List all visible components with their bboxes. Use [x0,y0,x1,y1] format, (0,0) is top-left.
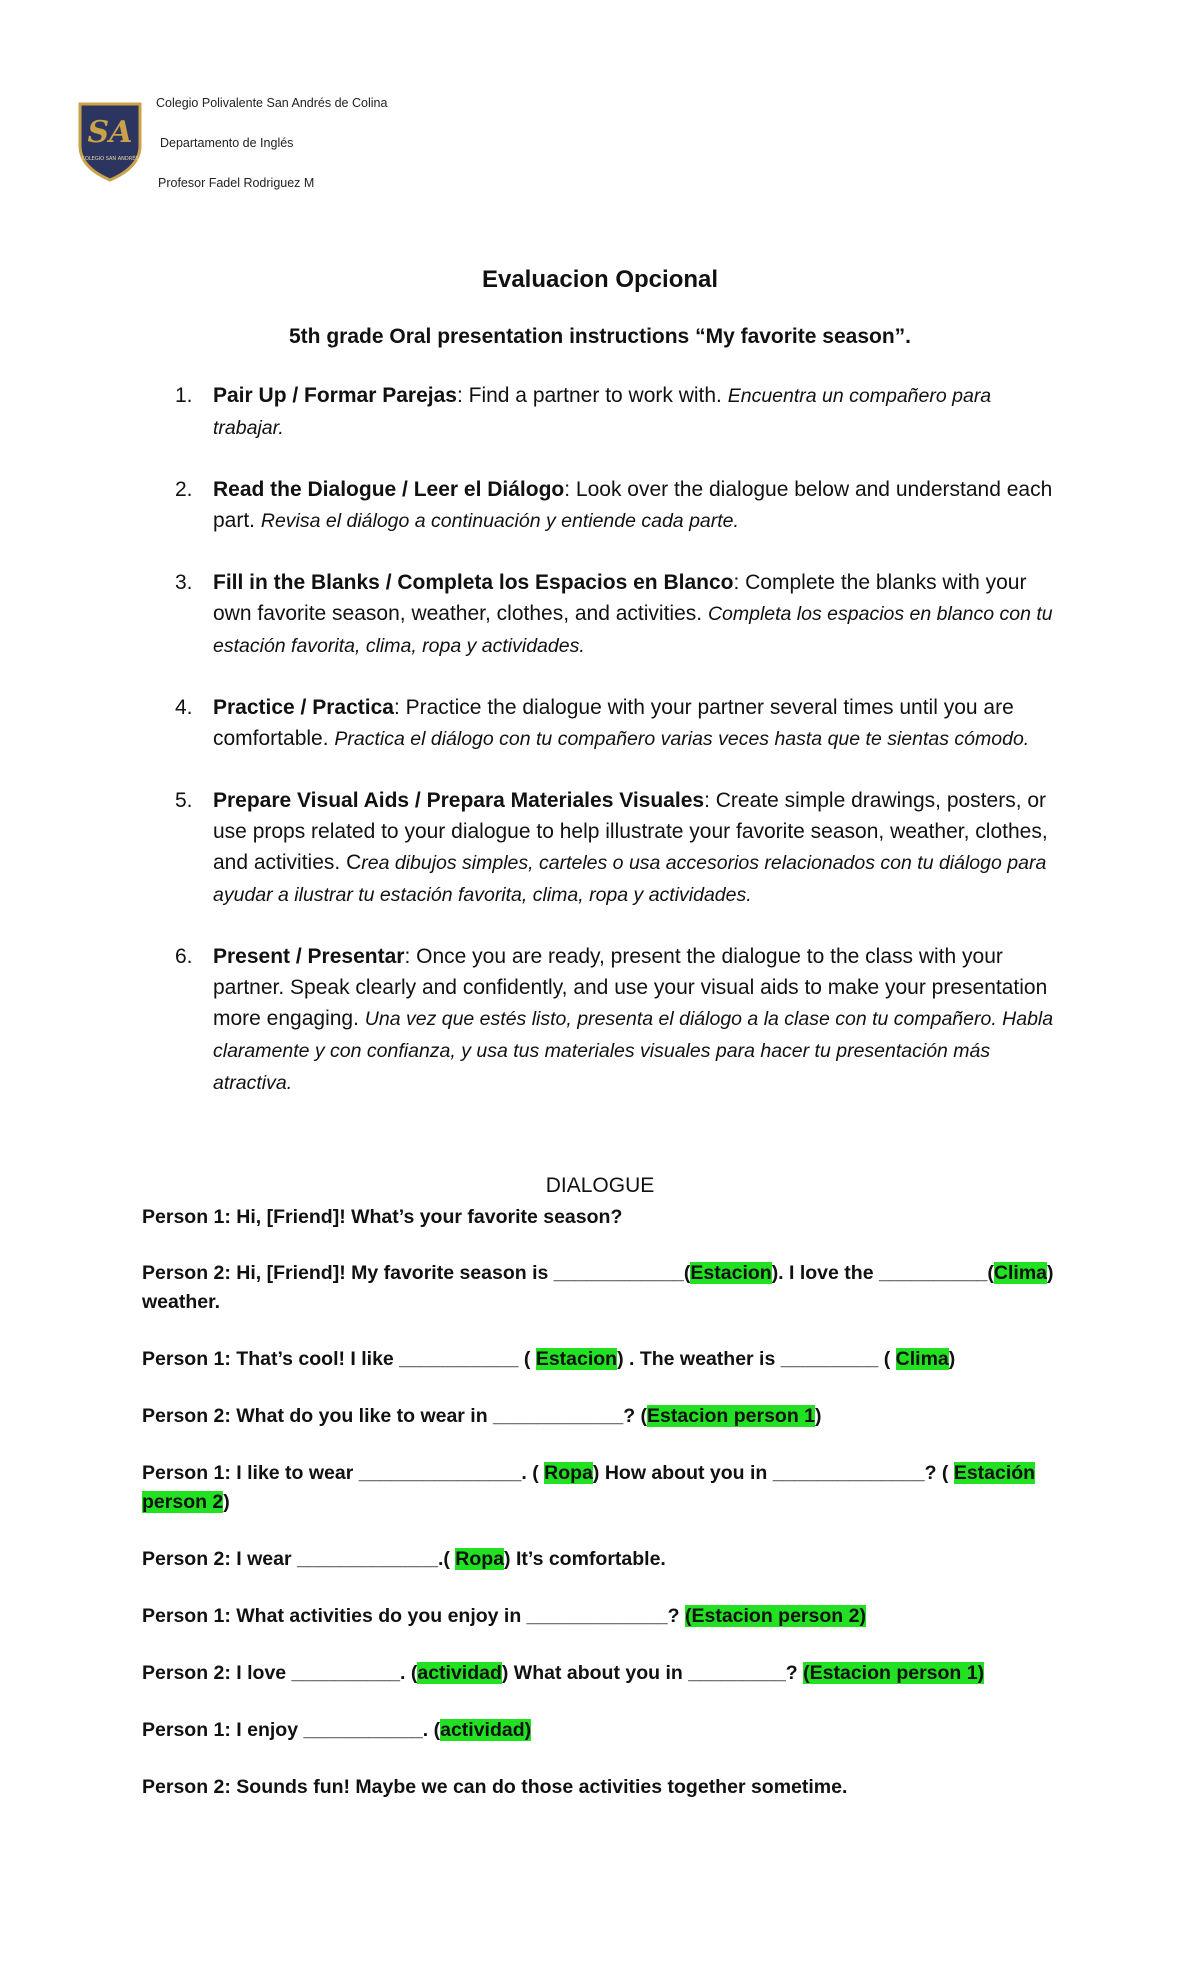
dialogue-line [142,1345,1062,1374]
line-text: ). I love the __________( [771,1262,994,1284]
step-number: 1. [175,384,193,407]
department-name: Departamento de Inglés [160,136,294,150]
instruction-list [175,380,1055,1129]
line-text: Person 2: Hi, [Friend]! My favorite season is ____________( [142,1262,691,1284]
line-text: Person 2: I love __________. ( [142,1662,418,1684]
line-text: ) [948,1348,956,1370]
line-text: ) [815,1405,822,1427]
step-text-en: : Complete the blanks with your own favorite season, weather, clothes, and activities. [213,571,1027,625]
step-text-en: : Once you are ready, present the dialogue to the class with your partner. Speak clearly and confidently, and use your visual aids to make your presentation more engaging. [213,945,1048,1030]
page-subtitle: 5th grade Oral presentation instructions “My favorite season”. [289,325,911,348]
dialogue-line [142,1716,1062,1745]
school-name: Colegio Polivalente San Andrés de Colina [156,96,388,110]
line-text: Person 2: I wear _____________.( [142,1548,456,1570]
instruction-step [175,785,1055,911]
dialogue-line [142,1459,1062,1517]
step-heading: Fill in the Blanks / Completa los Espacios en Blanco [213,571,734,594]
school-crest-logo [76,100,144,182]
instruction-step [175,941,1055,1099]
step-text-es: Una vez que estés listo, presenta el diálogo a la clase con tu compañero. Habla claramente y con confianza, y usa tus materiales visuales para hacer tu presentación más atractiva. [213,1008,1054,1094]
highlight-placeholder: actividad [417,1662,502,1684]
step-text-es: Practica el diálogo con tu compañero varias veces hasta que te sientas cómodo. [334,728,1030,750]
dialogue-line [142,1773,1062,1802]
highlight-placeholder: Ropa [455,1548,505,1570]
dialogue-line [142,1203,1062,1232]
dialogue-line [142,1659,1062,1688]
line-text: Person 2: Sounds fun! Maybe we can do those activities together sometime. [142,1776,848,1798]
highlight-placeholder: Clima [895,1348,949,1370]
line-text: Person 1: Hi, [Friend]! What’s your favorite season? [142,1206,623,1228]
svg-text:SA: SA [87,115,133,150]
step-heading: Pair Up / Formar Parejas [213,384,457,407]
line-text: ) . The weather is _________ ( [617,1348,896,1370]
dialogue-line [142,1259,1062,1317]
teacher-name: Profesor Fadel Rodriguez M [158,176,315,190]
highlight-placeholder: Estación person 2 [142,1462,1036,1513]
highlight-placeholder: Estacion person 1 [647,1405,815,1427]
highlight-placeholder: (Estacion person 2) [684,1605,866,1627]
step-number: 5. [175,789,193,812]
step-heading: Read the Dialogue / Leer el Diálogo [213,478,565,501]
step-number: 6. [175,945,193,968]
line-text: Person 1: I like to wear _______________. ( [142,1462,545,1484]
line-text: Person 1: What activities do you enjoy in _____________? [142,1605,685,1627]
svg-text:COLEGIO SAN ANDRÉS: COLEGIO SAN ANDRÉS [81,156,139,162]
dialogue-line [142,1602,1062,1631]
dialogue-section [142,1203,1062,1830]
instruction-step [175,380,1055,444]
dialogue-line [142,1402,1062,1431]
line-text: ) What about you in _________? [501,1662,804,1684]
step-text-es: Revisa el diálogo a continuación y entiende cada parte. [260,510,739,532]
step-heading: Prepare Visual Aids / Prepara Materiales Visuales [213,789,705,812]
step-text-es: Completa los espacios en blanco con tu estación favorita, clima, ropa y actividades. [213,603,1053,657]
line-text: ) [223,1491,230,1513]
step-text-en: : Find a partner to work with. [456,384,728,407]
step-number: 3. [175,571,193,594]
highlight-placeholder: Clima [993,1262,1048,1284]
instruction-step [175,692,1055,755]
step-text-es: Encuentra un compañero para trabajar. [213,385,992,439]
step-number: 2. [175,478,193,501]
highlight-placeholder: Estacion [690,1262,772,1284]
highlight-placeholder: Ropa [544,1462,593,1484]
step-heading: Present / Presentar [213,945,405,968]
instruction-step [175,474,1055,537]
step-heading: Practice / Practica [213,696,394,719]
instruction-step [175,567,1055,662]
dialogue-line [142,1545,1062,1574]
highlight-placeholder: (Estacion person 1) [803,1662,985,1684]
line-text: ) How about you in ______________? ( [592,1462,954,1484]
line-text: Person 1: That’s cool! I like ___________ ( [142,1348,536,1370]
step-text-en: : Look over the dialogue below and understand each part. [213,478,1053,532]
highlight-placeholder: actividad) [440,1719,532,1741]
step-text-en: : Practice the dialogue with your partner several times until you are comfortable. [213,696,1014,750]
page-title: Evaluacion Opcional [481,266,719,293]
step-number: 4. [175,696,193,719]
line-text: Person 1: I enjoy ___________. ( [142,1719,441,1741]
dialogue-heading: DIALOGUE [545,1174,655,1197]
step-text-en: : Create simple drawings, posters, or use props related to your dialogue to help illustrate your favorite season, weather, clothes, and activities. C [213,789,1048,874]
line-text: ) It’s comfortable. [504,1548,666,1570]
line-text: Person 2: What do you like to wear in ____________? ( [142,1405,648,1427]
line-text: ) weather. [142,1262,1054,1313]
step-text-es: rea dibujos simples, carteles o usa accesorios relacionados con tu diálogo para ayudar a ilustrar tu estación favorita, clima, ropa y actividades. [213,852,1047,906]
highlight-placeholder: Estacion [535,1348,618,1370]
